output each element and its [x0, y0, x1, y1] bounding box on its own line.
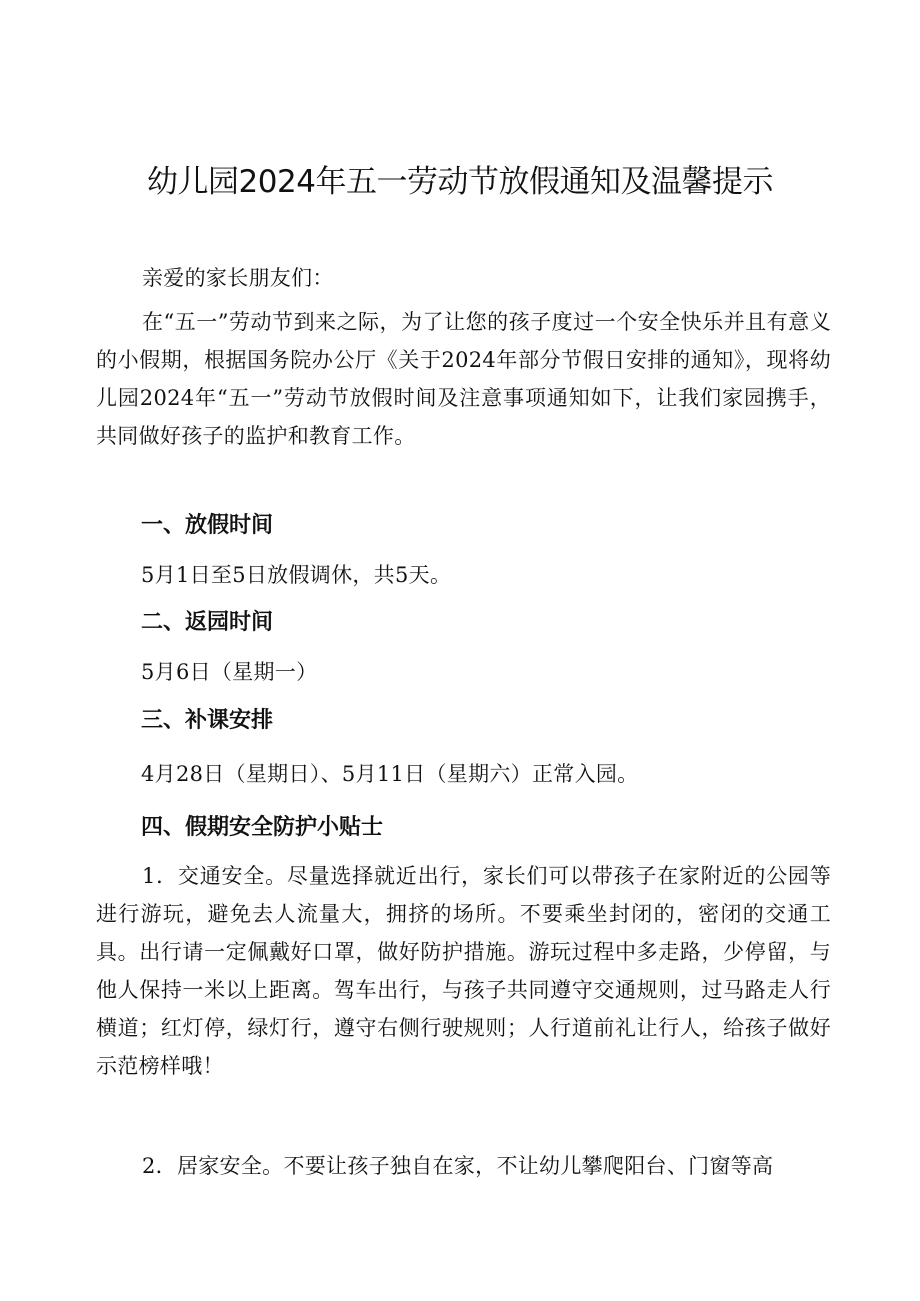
safety-tip-home: 2．居家安全。不要让孩子独自在家，不让幼儿攀爬阳台、门窗等高: [142, 1154, 774, 1178]
document-title: 幼儿园2024年五一劳动节放假通知及温馨提示: [147, 164, 773, 200]
makeup-classes-text: 4月28日（星期日）、5月11日（星期六）正常入园。: [141, 762, 639, 786]
greeting: 亲爱的家长朋友们：: [142, 266, 334, 290]
section-heading-safety-tips: 四、假期安全防护小贴士: [141, 815, 384, 840]
section-heading-holiday-time: 一、放假时间: [141, 513, 274, 538]
section-heading-makeup-classes: 三、补课安排: [141, 708, 274, 733]
safety-tip-traffic: 1．交通安全。尽量选择就近出行，家长们可以带孩子在家附近的公园等进行游玩，避免去人流量大，拥挤的场所。不要乘坐封闭的，密闭的交通工具。出行请一定佩戴好口罩，做好防护措施。游玩过程中多走路，少停留，与他人保持一米以上距离。驾车出行，与孩子共同遵守交通规则，过马路走人行横道；红灯停，绿灯行，遵守右侧行驶规则；人行道前礼让行人，给孩子做好示范榜样哦！: [96, 864, 831, 1078]
return-time-text: 5月6日（星期一）: [141, 660, 318, 684]
intro-paragraph: 在“五一”劳动节到来之际，为了让您的孩子度过一个安全快乐并且有意义的小假期，根据国务院办公厅《关于2024年部分节假日安排的通知》，现将幼儿园2024年“五一”劳动节放假时间及注意事项通知如下，让我们家园携手，共同做好孩子的监护和教育工作。: [96, 310, 831, 448]
section-heading-return-time: 二、返园时间: [141, 610, 274, 635]
holiday-time-text: 5月1日至5日放假调休，共5天。: [141, 563, 452, 587]
